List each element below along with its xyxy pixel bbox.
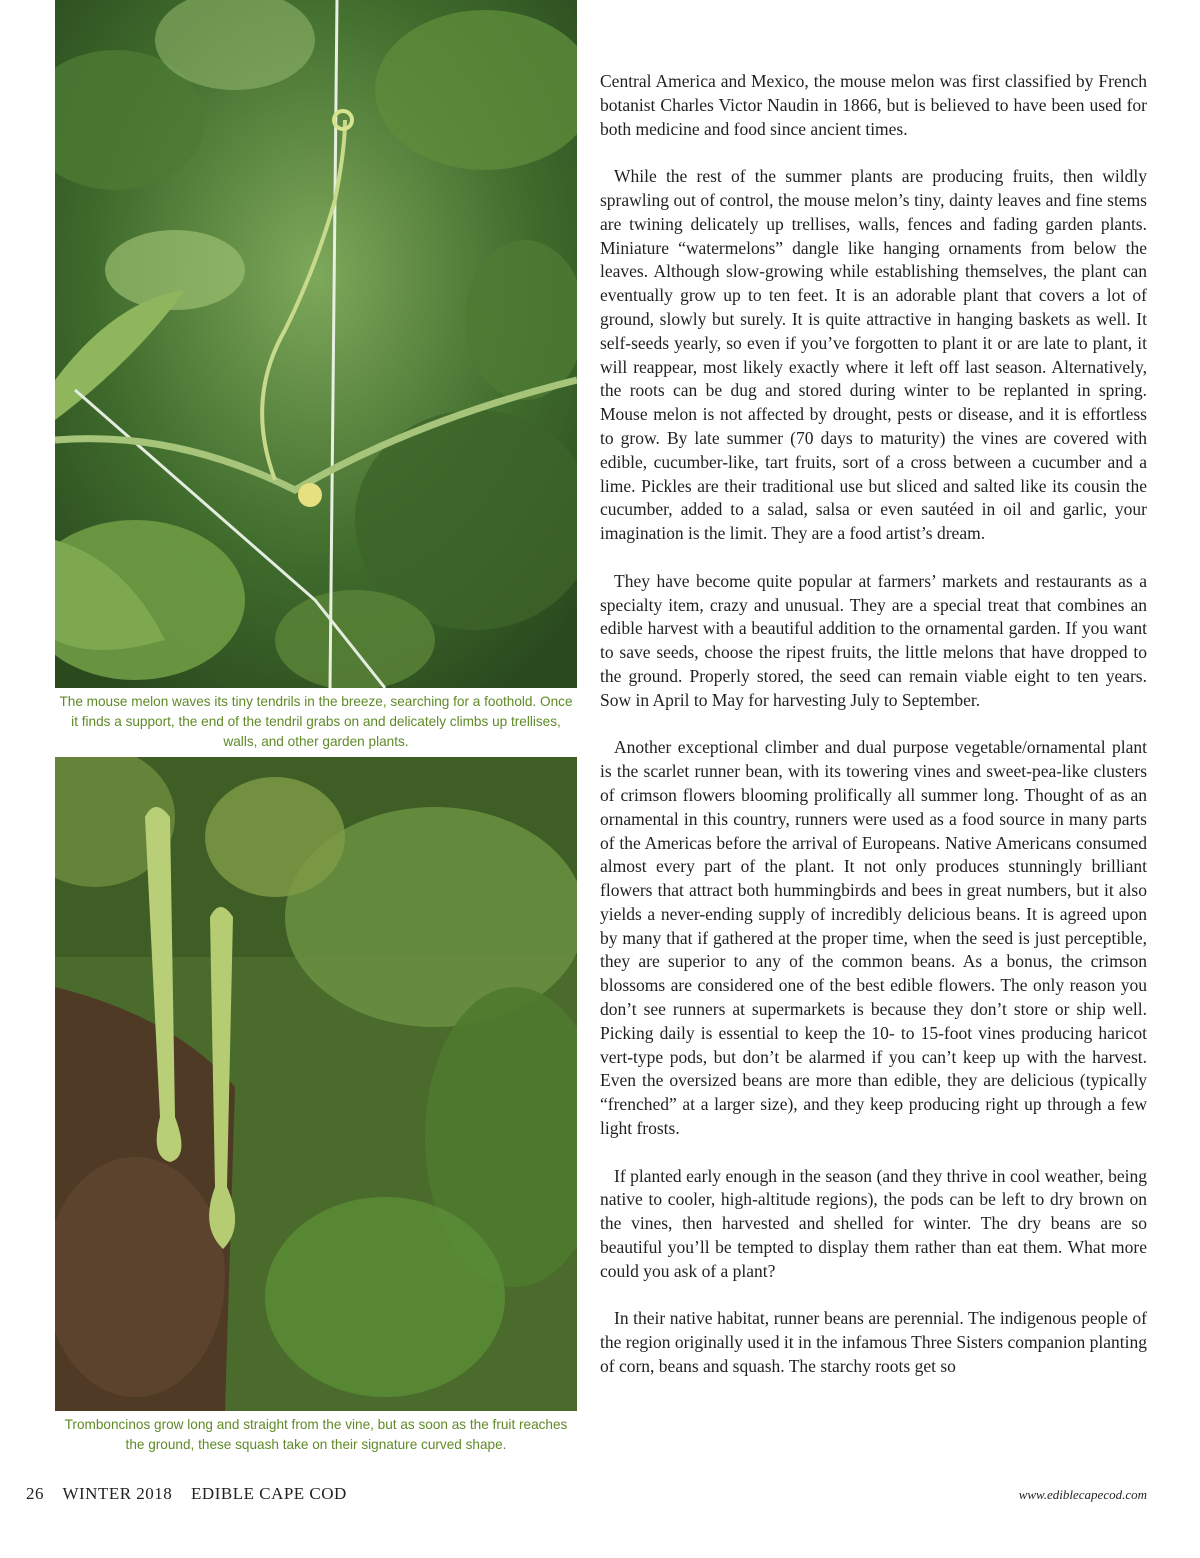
article-paragraph: In their native habitat, runner beans are perennial. The indigenous people of the region originally used it in the infamous Three Sisters companion planting of corn, beans and squash. The starchy roots get so <box>600 1308 1147 1377</box>
article-paragraph: Central America and Mexico, the mouse melon was first classified by French botanist Charles Victor Naudin in 1866, but is believed to have been used for both medicine and food since ancient times. <box>600 71 1147 139</box>
article-paragraph: If planted early enough in the season (and they thrive in cool weather, being native to cooler, high-altitude regions), the pods can be left to dry brown on the vines, then harvested and shelled for winter. The dry beans are so beautiful you’ll be tempted to display them rather than eat them. What more could you ask of a plant? <box>600 1165 1147 1281</box>
article-paragraph: They have become quite popular at farmers’ markets and restaurants as a specialty item, crazy and unusual. They are a special treat that combines an edible harvest with a beautiful addition to the ornamental garden. If you want to save seeds, choose the ripest fruits, the little melons that have dropped to the ground. Properly stored, the seed can remain viable eight to ten years. Sow in April to May for harvesting July to September. <box>600 570 1147 710</box>
website-link[interactable]: www.ediblecapecod.com <box>1018 1487 1147 1502</box>
publication-name: EDIBLE CAPE COD <box>191 1484 347 1503</box>
article-body <box>600 70 1147 1403</box>
mouse-melon-illustration <box>55 0 577 688</box>
article-paragraph: While the rest of the summer plants are producing fruits, then wildly sprawling out of control, the mouse melon’s tiny, dainty leaves and fine stems are twining delicately up trellises, walls, fences and fading garden plants. Miniature “watermelons” dangle like hanging ornaments from below the leaves. Although slow-growing while establishing themselves, the plant can eventually grow up to ten feet. It is an adorable plant that covers a lot of ground, slowly but surely. It is quite attractive in hanging baskets as well. It self-seeds yearly, so even if you’ve forgotten to plant it or are late to plant, it will reappear, most likely exactly where it left off last season. Alternatively, the roots can be dug and stored during winter to be replanted in spring. Mouse melon is not affected by drought, pests or disease, and it is effortless to grow. By late summer (70 days to maturity) the vines are covered with edible, cucumber-like, tart fruits, sort of a cross between a cucumber and a lime. Pickles are their traditional use but sliced and salted like its cousin the cucumber, added to a salad, salsa or even sautéed in oil and garlic, your imagination is the limit. They are a food artist’s dream. <box>600 166 1147 544</box>
photo-caption-top: The mouse melon waves its tiny tendrils in the breeze, searching for a foothold. Once it finds a support, the end of the tendril grabs on and delicately climbs up trellises, walls, and other garden plants. <box>59 694 573 749</box>
footer-left <box>26 1484 361 1504</box>
trombocino-illustration <box>55 757 577 1411</box>
page-number: 26 <box>26 1484 44 1503</box>
article-paragraph: Another exceptional climber and dual purpose vegetable/ornamental plant is the scarlet runner bean, with its towering vines and sweet-pea-like clusters of crimson flowers blooming prolifically all summer long. Thought of as an ornamental in this country, runners were used as a food source in many parts of the Americas before the arrival of Europeans. Native Americans consumed almost every part of the plant. It not only produces stunningly brilliant flowers that attract both hummingbirds and bees in great numbers, but it also yields a never-ending supply of incredibly delicious beans. It is agreed upon by many that if gathered at the proper time, when the seed is just perceptible, they are superior to any of the common beans. As a bonus, the crimson blossoms are considered one of the best edible flowers. The only reason you don’t see runners at supermarkets is because they don’t store or ship well. Picking daily is essential to keep the 10- to 15-foot vines producing haricot vert-type pods, but don’t be alarmed if you can’t keep up with the harvest. Even the oversized beans are more than edible, they are delicious (typically “frenched” at a larger size), and they keep producing right up through a few light frosts. <box>600 737 1147 1139</box>
page-footer <box>26 1484 1147 1506</box>
trombocino-photo <box>55 757 577 1411</box>
photo-caption-bottom: Tromboncinos grow long and straight from the vine, but as soon as the fruit reaches the ground, these squash take on their signature curved shape. <box>64 1417 568 1452</box>
mouse-melon-photo <box>55 0 577 688</box>
issue-label: WINTER 2018 <box>62 1484 173 1503</box>
